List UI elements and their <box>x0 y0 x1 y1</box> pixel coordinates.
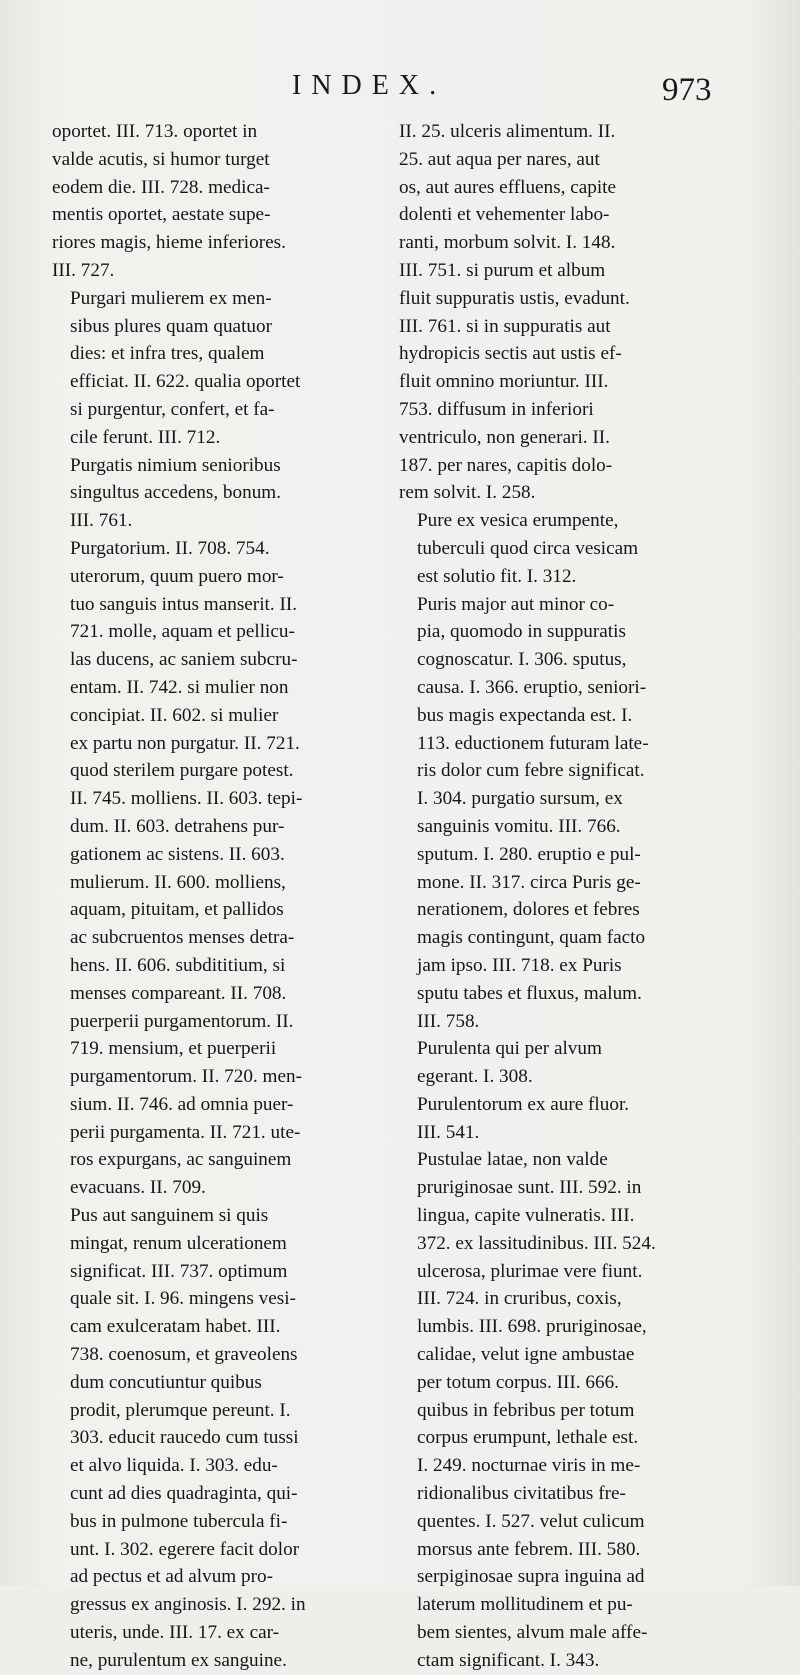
text-line: Puris major aut minor co- <box>417 593 615 615</box>
text-line: hens. II. 606. subdititium, si <box>70 954 286 976</box>
text-line: bus magis expectanda est. I. <box>417 704 633 726</box>
text-line: 113. eductionem futuram late- <box>417 732 649 754</box>
text-line: corpus erumpunt, lethale est. <box>417 1427 639 1449</box>
text-line: mulierum. II. 600. molliens, <box>70 871 286 893</box>
text-line: I. 249. nocturnae viris in me- <box>417 1455 641 1477</box>
index-entry-pustulae <box>399 1146 796 1674</box>
text-line: perii purgamenta. II. 721. ute- <box>70 1121 301 1143</box>
text-line: III. 761. <box>70 510 133 532</box>
page-header <box>0 58 800 118</box>
index-entry-purgatis <box>52 452 380 535</box>
text-line: sibus plures quam quatuor <box>70 315 272 337</box>
text-line: ridionalibus civitatibus fre- <box>417 1483 626 1505</box>
text-line: ventriculo, non generari. II. <box>399 426 610 448</box>
text-line: et alvo liquida. I. 303. edu- <box>70 1455 278 1477</box>
text-line: serpiginosae supra inguina ad <box>417 1566 645 1588</box>
page-number: 973 <box>662 72 712 108</box>
text-line: mingat, renum ulcerationem <box>70 1232 287 1254</box>
text-line: oportet. III. 713. oportet in <box>52 121 258 142</box>
text-line: dolenti et vehementer labo- <box>399 204 610 226</box>
text-line: Purgatorium. II. 708. 754. <box>70 537 270 559</box>
text-line: II. 25. ulceris alimentum. II. <box>399 121 616 142</box>
text-line: hydropicis sectis aut ustis ef- <box>399 343 622 365</box>
text-line: prodit, plerumque pereunt. I. <box>70 1399 291 1421</box>
text-line: aquam, pituitam, et pallidos <box>70 899 284 921</box>
text-line: mone. II. 317. circa Puris ge- <box>417 871 641 893</box>
text-line: Pure ex vesica erumpente, <box>417 510 619 532</box>
text-line: III. 761. si in suppuratis aut <box>399 315 611 337</box>
text-line: magis contingunt, quam facto <box>417 927 646 949</box>
text-line: valde acutis, si humor turget <box>52 148 270 170</box>
text-line: cunt ad dies quadraginta, qui- <box>70 1483 298 1505</box>
text-line: ros expurgans, ac sanguinem <box>70 1149 292 1171</box>
text-line: sanguinis vomitu. III. 766. <box>417 815 621 837</box>
text-line: sputum. I. 280. eruptio e pul- <box>417 843 641 865</box>
text-line: las ducens, ac saniem subcru- <box>70 649 298 671</box>
index-entry-purulenta <box>399 1035 796 1091</box>
text-line: egerant. I. 308. <box>417 1066 533 1088</box>
text-line: fluit suppuratis ustis, evadunt. <box>399 287 630 309</box>
text-line: evacuans. II. 709. <box>70 1177 206 1199</box>
text-line: significat. III. 737. optimum <box>70 1260 288 1282</box>
text-line: sium. II. 746. ad omnia puer- <box>70 1093 294 1115</box>
text-line: singultus accedens, bonum. <box>70 482 282 504</box>
text-line: III. 751. si purum et album <box>399 259 606 281</box>
text-line: riores magis, hieme inferiores. <box>52 232 286 254</box>
text-line: pia, quomodo in suppuratis <box>417 621 626 643</box>
text-line: gressus ex anginosis. I. 292. in <box>70 1594 306 1616</box>
text-line: III. 541. <box>417 1121 480 1143</box>
text-line: bus in pulmone tubercula fi- <box>70 1510 288 1532</box>
right-column <box>399 118 796 1671</box>
text-line: quod sterilem purgare potest. <box>70 760 294 782</box>
text-line: 719. mensium, et puerperii <box>70 1038 277 1060</box>
text-line: quibus in febribus per totum <box>417 1399 635 1421</box>
text-line: jam ipso. III. 718. ex Puris <box>417 954 622 976</box>
index-entry-continued <box>52 118 380 285</box>
text-line: tuo sanguis intus manserit. II. <box>70 593 298 615</box>
text-line: uteris, unde. III. 17. ex car- <box>70 1622 279 1644</box>
index-entry-purgari <box>52 285 380 452</box>
text-line: quale sit. I. 96. mingens vesi- <box>70 1288 296 1310</box>
text-line: lingua, capite vulneratis. III. <box>417 1205 635 1227</box>
text-line: per totum corpus. III. 666. <box>417 1371 619 1393</box>
text-line: rem solvit. I. 258. <box>399 482 536 504</box>
text-line: III. 724. in cruribus, coxis, <box>417 1288 622 1310</box>
text-line: dum concutiuntur quibus <box>70 1371 262 1393</box>
text-line: Purulenta qui per alvum <box>417 1038 602 1060</box>
text-line: ranti, morbum solvit. I. 148. <box>399 232 616 254</box>
text-line: dum. II. 603. detrahens pur- <box>70 815 285 837</box>
text-line: 753. diffusum in inferiori <box>399 398 594 420</box>
text-line: puerperii purgamentorum. II. <box>70 1010 294 1032</box>
text-line: ac subcruentos menses detra- <box>70 927 295 949</box>
text-line: uterorum, quum puero mor- <box>70 565 284 587</box>
text-line: tuberculi quod circa vesicam <box>417 537 639 559</box>
text-line: concipiat. II. 602. si mulier <box>70 704 279 726</box>
text-line: 187. per nares, capitis dolo- <box>399 454 613 476</box>
text-line: entam. II. 742. si mulier non <box>70 676 289 698</box>
index-entry-pure <box>399 507 796 590</box>
text-line: ad pectus et ad alvum pro- <box>70 1566 273 1588</box>
index-entry-purulentorum <box>399 1091 796 1147</box>
text-line: nerationem, dolores et febres <box>417 899 640 921</box>
text-line: efficiat. II. 622. qualia oportet <box>70 371 301 393</box>
text-line: ne, purulentum ex sanguine. <box>70 1649 287 1671</box>
text-line: gationem ac sistens. II. 603. <box>70 843 285 865</box>
text-line: laterum mollitudinem et pu- <box>417 1594 633 1616</box>
index-entry-continued <box>399 118 796 507</box>
text-line: 738. coenosum, et graveolens <box>70 1344 298 1366</box>
text-line: causa. I. 366. eruptio, seniori- <box>417 676 647 698</box>
text-line: menses compareant. II. 708. <box>70 982 287 1004</box>
text-line: Purulentorum ex aure fluor. <box>417 1093 630 1115</box>
text-line: lumbis. III. 698. pruriginosae, <box>417 1316 647 1338</box>
text-line: bem sientes, alvum male affe- <box>417 1622 648 1644</box>
text-line: calidae, velut igne ambustae <box>417 1344 635 1366</box>
text-line: purgamentorum. II. 720. men- <box>70 1066 302 1088</box>
text-line: dies: et infra tres, qualem <box>70 343 265 365</box>
text-line: eodem die. III. 728. medica- <box>52 176 270 198</box>
text-line: fluit omnino moriuntur. III. <box>399 371 609 393</box>
index-entry-puris <box>399 591 796 1036</box>
text-line: 372. ex lassitudinibus. III. 524. <box>417 1232 656 1254</box>
text-line: morsus ante febrem. III. 580. <box>417 1538 641 1560</box>
text-line: Purgatis nimium senioribus <box>70 454 281 476</box>
running-head: INDEX. <box>292 70 447 101</box>
text-line: est solutio fit. I. 312. <box>417 565 577 587</box>
text-line: II. 745. molliens. II. 603. tepi- <box>70 788 303 810</box>
text-line: Pus aut sanguinem si quis <box>70 1205 269 1227</box>
text-line: 303. educit raucedo cum tussi <box>70 1427 299 1449</box>
text-line: os, aut aures effluens, capite <box>399 176 617 198</box>
text-line: ulcerosa, plurimae vere fiunt. <box>417 1260 643 1282</box>
text-line: III. 727. <box>52 259 115 281</box>
text-line: cile ferunt. III. 712. <box>70 426 221 448</box>
text-line: Pustulae latae, non valde <box>417 1149 608 1171</box>
text-line: ctam significant. I. 343. <box>417 1649 600 1671</box>
text-line: si purgentur, confert, et fa- <box>70 398 275 420</box>
text-line: cam exulceratam habet. III. <box>70 1316 281 1338</box>
text-line: sputu tabes et fluxus, malum. <box>417 982 642 1004</box>
text-line: ris dolor cum febre significat. <box>417 760 645 782</box>
text-line: pruriginosae sunt. III. 592. in <box>417 1177 642 1199</box>
left-column <box>52 118 380 1671</box>
text-line: unt. I. 302. egerere facit dolor <box>70 1538 300 1560</box>
text-line: cognoscatur. I. 306. sputus, <box>417 649 627 671</box>
text-line: III. 758. <box>417 1010 480 1032</box>
text-line: 25. aut aqua per nares, aut <box>399 148 600 170</box>
text-line: 721. molle, aquam et pellicu- <box>70 621 295 643</box>
text-line: ex partu non purgatur. II. 721. <box>70 732 300 754</box>
text-line: mentis oportet, aestate supe- <box>52 204 271 226</box>
index-entry-purgatorium <box>52 535 380 1202</box>
text-line: Purgari mulierem ex men- <box>70 287 272 309</box>
text-line: quentes. I. 527. velut culicum <box>417 1510 645 1532</box>
text-line: I. 304. purgatio sursum, ex <box>417 788 623 810</box>
index-entry-pus <box>52 1202 380 1675</box>
